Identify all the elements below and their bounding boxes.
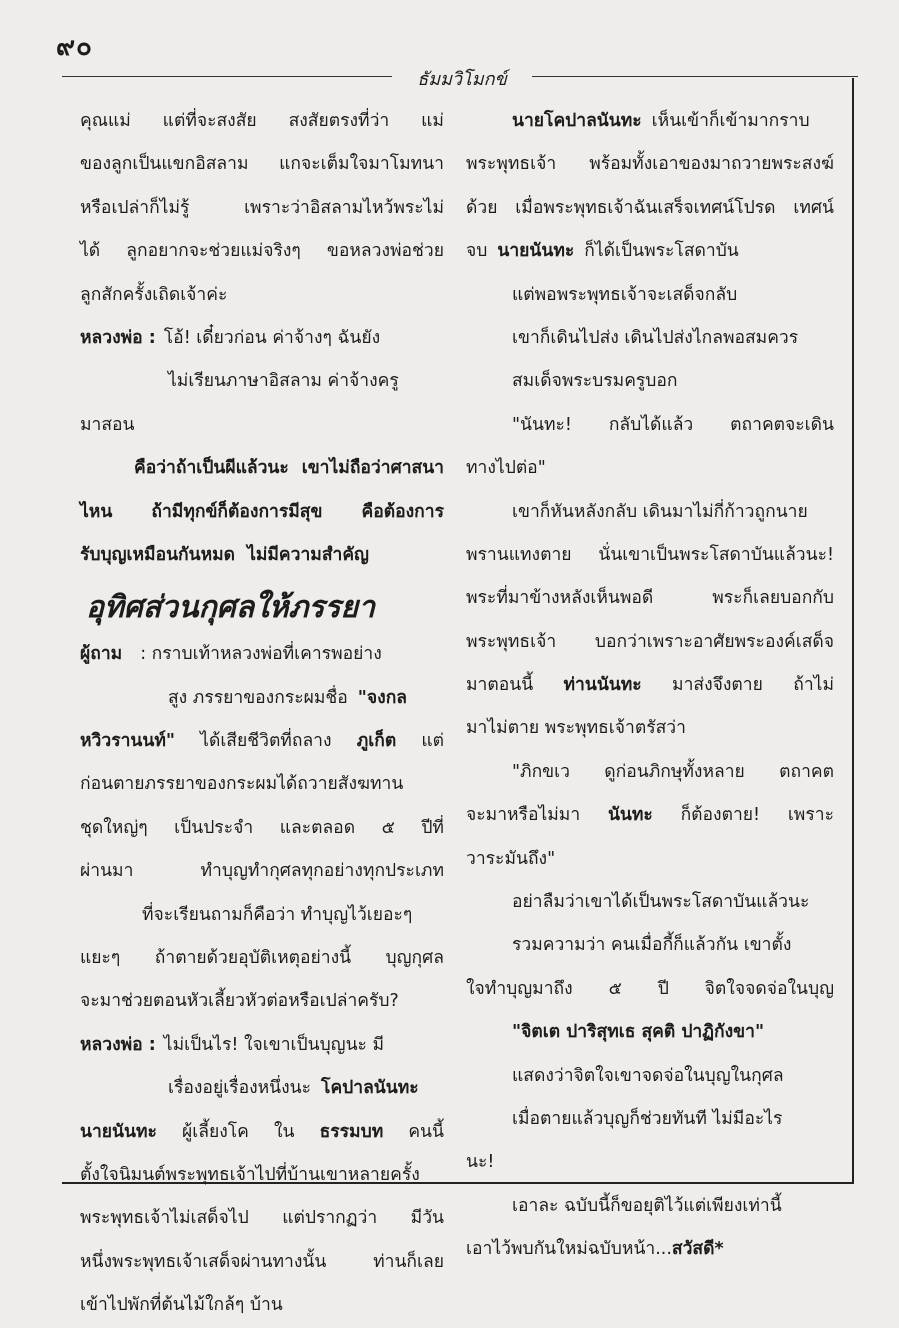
text-line [466,404,834,447]
text-segment: ปีที่ [421,817,444,838]
text-segment: กลับได้แล้ว [608,414,694,435]
text-line [80,534,444,577]
text-segment: เพราะว่าอิสลามไหว้พระไม่ [244,197,444,218]
text-segment: เป็นประจำ [174,817,254,838]
text-line [80,360,444,403]
text-segment: พระก็เลยบอกกับ [712,588,834,609]
text-segment: ขอหลวงพ่อช่วย [326,241,444,262]
text-segment: หวิวรานนท์" [80,731,175,752]
text-segment: ใจทำบุญมาถึง [466,978,573,999]
text-segment: โคปาลนันทะ [321,1078,419,1099]
speaker-label: ผู้ถาม [80,644,123,665]
text-segment: โอ้! เดี๋ยวก่อน ค่าจ้างๆ ฉันยัง [163,327,381,348]
text-line [466,317,834,360]
text-segment: ผ่านมา [80,861,134,882]
text-segment: จบ [466,241,488,262]
closing-greeting: สวัสดี* [671,1239,724,1260]
text-segment: "นันทะ! [512,414,572,435]
text-segment: ไม่มีความสำคัญ [247,544,369,565]
text-line [80,980,444,1023]
text-segment: ท่านนันทะ [563,675,642,696]
text-segment: จิตใจจดจ่อในบุญ [704,978,834,999]
text-segment: เอาละ ฉบับนี้ก็ขอยุติไว้แต่เพียงเท่านี้ [512,1195,782,1216]
text-segment: จะมาหรือไม่มา [466,805,581,826]
text-line [80,274,444,317]
text-segment: มาไม่ตาย พระพุทธเจ้าตรัสว่า [466,718,686,739]
text-segment: คือว่าถ้าเป็นผีแล้วนะ [134,458,289,479]
text-segment: ชุดใหญ่ๆ [80,817,148,838]
text-line [466,751,834,794]
text-line [80,677,444,720]
left-column [80,100,444,1328]
text-segment: เมื่อพระพุทธเจ้าฉันเสร็จเทศน์โปรด [515,197,776,218]
text-line [466,1228,834,1271]
text-segment: บอกว่าเพราะอาศัยพระองค์เสด็จ [594,631,834,652]
text-segment: นันทะ [607,805,653,826]
text-segment: บุญกุศล [385,948,444,969]
text-segment: แต่พอพระพุทธเจ้าจะเสด็จกลับ [512,284,738,305]
speaker-label: หลวงพ่อ : [80,327,156,348]
text-line [80,100,444,143]
text-segment: ลูกสักครั้งเถิดเจ้าค่ะ [80,284,228,305]
text-segment: เทศน์ [793,197,834,218]
text-segment: ไม่เรียนภาษาอิสลาม ค่าจ้างครู [168,371,399,392]
text-segment: ใน [273,1121,295,1142]
text-line [80,1197,444,1240]
text-segment: มาตอนนี้ [466,675,534,696]
text-line [466,491,834,534]
text-segment: ได้เสียชีวิตที่ถลาง [200,731,332,752]
page-number: ๙๐ [56,32,93,62]
speaker-label: หลวงพ่อ : [80,1034,156,1055]
text-segment: แสดงว่าจิตใจเขาจดจ่อในบุญในกุศล [512,1065,784,1086]
text-segment: พร้อมทั้งเอาของมาถวายพระสงฆ์ [589,154,834,175]
text-segment: หรือเปล่าก็ไม่รู้ [80,197,190,218]
text-line [466,230,834,273]
text-segment: ถ้าตายด้วยอุบัติเหตุอย่างนี้ [154,948,352,969]
text-line [80,1241,444,1284]
text-line [466,447,834,490]
text-line [466,968,834,1011]
text-line [466,838,834,881]
text-segment: ผู้เลี้ยงโค [182,1121,249,1142]
text-line [466,1011,834,1054]
text-line [466,577,834,620]
text-segment: เอาไว้พบกันใหม่ฉบับหน้า... [466,1239,672,1260]
text-segment: "จิตเต ปาริสุทเธ สุคติ ปาฏิกังขา" [512,1022,765,1043]
text-segment: จะมาช่วยตอนหัวเลี้ยวหัวต่อหรือเปล่าครับ? [80,991,399,1012]
text-line [80,404,444,447]
text-segment: แต่ที่จะสงสัย [162,111,257,131]
text-line [80,1067,444,1110]
text-line [466,360,834,403]
text-line [80,187,444,230]
text-segment: เข้าไปพักที่ต้นไม้ใกล้ๆ บ้าน [80,1295,283,1316]
text-line [466,621,834,664]
text-segment: เขาก็เดินไปส่ง เดินไปส่งไกลพอสมควร [512,327,799,348]
header-rule-left [62,76,392,77]
text-segment: ๕ [381,817,395,838]
text-line [466,707,834,750]
text-line [80,143,444,186]
text-segment: ทางไปต่อ" [466,458,546,479]
text-segment: เมื่อตายแล้วบุญก็ช่วยทันที ไม่มีอะไร [512,1108,783,1129]
text-segment: นะ! [466,1152,495,1173]
text-segment: ของลูกเป็นแขกอิสลาม [80,154,249,175]
text-line [466,100,834,143]
text-segment: พระพุทธเจ้า [466,631,557,652]
text-segment: พระพุทธเจ้าไม่เสด็จไป [80,1208,249,1229]
text-segment: รวมความว่า คนเมื่อกี้ก็แล้วกัน เขาตั้ง [512,935,792,956]
text-segment: มาส่งจึงตาย [672,675,763,696]
text-segment: นายโคปาลนันทะ [512,111,642,131]
text-line [80,850,444,893]
text-line [466,924,834,967]
text-segment: ๕ [608,978,622,999]
text-segment: เห็นเข้าก็เข้ามากราบ [651,111,810,131]
text-line [80,633,444,676]
text-segment: สมเด็จพระบรมครูบอก [512,371,678,392]
text-segment: สูง ภรรยาของกระผมชื่อ [168,687,348,708]
text-line [80,1024,444,1067]
text-segment: ถ้าไม่ [793,675,834,696]
text-segment: เรื่องอยู่เรื่องหนึ่งนะ [168,1078,312,1099]
text-line [466,881,834,924]
text-segment: แม่ [421,111,444,131]
text-segment: ถ้ามีทุกข์ก็ต้องการมีสุข [151,501,323,522]
text-line [80,937,444,980]
text-segment: วาระมันถึง" [466,848,556,869]
text-segment: เพราะ [787,805,834,826]
text-line [80,1111,444,1154]
text-segment: ธรรมบท [319,1121,384,1142]
text-segment: เขาไม่ถือว่าศาสนา [301,458,444,479]
text-segment: ภูเก็ต [356,731,397,752]
text-segment: สงสัยตรงที่ว่า [288,111,390,131]
text-segment: พระพุทธเจ้า [466,154,557,175]
text-segment: ได้ [80,241,101,262]
text-line [466,143,834,186]
text-segment: นั่นเขาเป็นพระโสดาบันแล้วนะ! [598,544,834,565]
text-line [80,230,444,273]
text-segment: ท่านก็เลย [373,1251,444,1272]
text-segment: ทำบุญทำกุศลทุกอย่างทุกประเภท [200,861,444,882]
text-segment: นายนันทะ [80,1121,157,1142]
text-line [466,1185,834,1228]
text-line [466,274,834,317]
text-segment: คนนี้ [408,1121,444,1142]
text-segment: พระที่มาข้างหลังเห็นพอดี [466,588,654,609]
text-line [80,491,444,534]
section-heading: อุทิศส่วนกุศลให้ภรรยา [86,590,375,626]
text-segment: แต่ปรากฏว่า [282,1208,378,1229]
text-segment: แต่ [421,731,444,752]
text-segment: ลูกอยากจะช่วยแม่จริงๆ [126,241,301,262]
text-segment: "ภิกขเว [512,761,570,782]
text-line [80,1154,444,1197]
text-segment: นายนันทะ [497,241,575,262]
text-segment: คือต้องการ [361,501,444,522]
text-segment: อย่าลืมว่าเขาได้เป็นพระโสดาบันแล้วนะ [512,892,810,913]
text-line [80,1284,444,1327]
text-segment: ปี [657,978,669,999]
text-segment: และตลอด [279,817,356,838]
text-segment: ตั้งใจนิมนต์พระพุทธเจ้าไปที่บ้านเขาหลายครั้ง [80,1164,420,1185]
text-segment: : กราบเท้าหลวงพ่อที่เคารพอย่าง [140,644,382,665]
text-line [80,720,444,763]
text-segment: "จงกล [357,687,408,708]
text-line [466,1055,834,1098]
text-segment: ดูก่อนภิกษุทั้งหลาย [604,761,745,782]
text-segment: มาสอน [80,414,135,435]
text-segment: ตถาคต [779,761,834,782]
right-column [466,100,834,1272]
text-line [466,794,834,837]
text-segment: พรานแทงตาย [466,544,572,565]
header-rule-right [532,76,858,77]
text-segment: คุณแม่ [80,111,131,131]
text-segment: ด้วย [466,197,498,218]
text-segment: ไหน [80,501,113,522]
text-line [466,664,834,707]
text-segment: เขาก็หันหลังกลับ เดินมาไม่กี่ก้าวถูกนาย [512,501,808,522]
text-line [80,317,444,360]
text-line [80,807,444,850]
text-segment: ไม่เป็นไร! ใจเขาเป็นบุญนะ มี [163,1034,385,1055]
text-segment: แยะๆ [80,948,121,969]
text-line [466,534,834,577]
text-segment: หนึ่งพระพุทธเจ้าเสด็จผ่านทางนั้น [80,1251,327,1272]
running-header-title: ธัมมวิโมกข์ [417,69,507,90]
text-segment: ตถาคตจะเดิน [730,414,834,435]
text-segment: ก่อนตายภรรยาของกระผมได้ถวายสังฆทาน [80,774,404,795]
text-line [466,187,834,230]
text-segment: มีวัน [410,1208,444,1229]
text-segment: ที่จะเรียนถามก็คือว่า ทำบุญไว้เยอะๆ [142,904,413,925]
text-line [80,763,444,806]
text-line [80,894,444,937]
text-line [80,447,444,490]
text-line [466,1098,834,1141]
text-segment: ก็ต้องตาย! [680,805,761,826]
text-segment: แกจะเต็มใจมาโมทนา [279,154,444,175]
text-line [466,1141,834,1184]
text-segment: รับบุญเหมือนกันหมด [80,544,236,565]
text-segment: ก็ได้เป็นพระโสดาบัน [584,241,739,262]
